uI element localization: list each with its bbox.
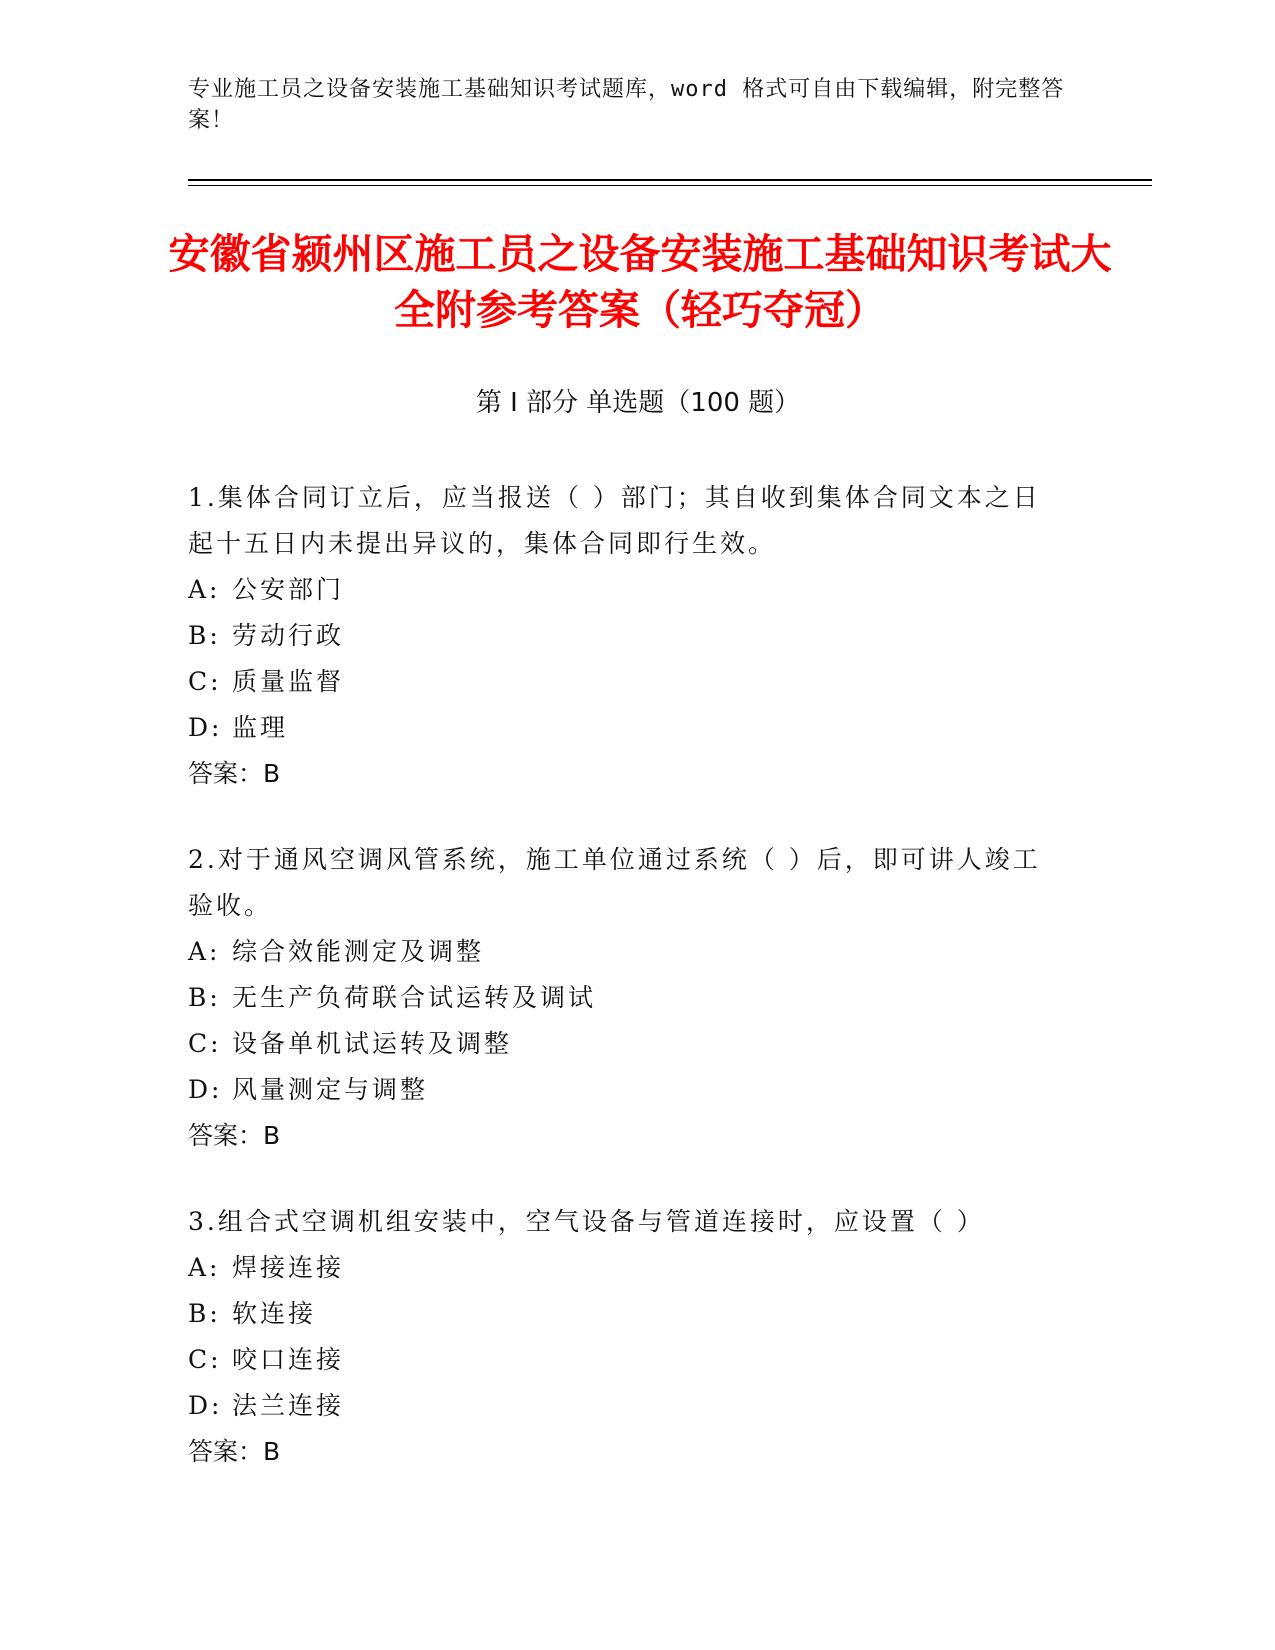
answer-line bbox=[188, 751, 1068, 797]
question-1 bbox=[188, 475, 1068, 797]
question-stem: 1.集体合同订立后，应当报送（ ）部门；其自收到集体合同文本之日起十五日内未提出异议的，集体合同即行生效。 bbox=[188, 483, 1041, 558]
option-b bbox=[188, 975, 1068, 1021]
option-letter: B: bbox=[188, 983, 221, 1012]
question-list bbox=[188, 475, 1068, 1515]
option-text: 法兰连接 bbox=[232, 1391, 345, 1420]
question-2 bbox=[188, 837, 1068, 1159]
answer-prefix: 答案： bbox=[188, 1121, 264, 1150]
header-rule-thin bbox=[188, 185, 1152, 186]
option-letter: B: bbox=[188, 621, 221, 650]
option-letter: C: bbox=[188, 1029, 222, 1058]
option-text: 焊接连接 bbox=[232, 1253, 345, 1282]
question-stem: 3.组合式空调机组安装中，空气设备与管道连接时，应设置（ ） bbox=[188, 1207, 985, 1236]
option-a bbox=[188, 929, 1068, 975]
header-note: 专业施工员之设备安装施工基础知识考试题库，word 格式可自由下载编辑，附完整答案！ bbox=[188, 77, 1065, 133]
option-letter: A: bbox=[188, 575, 221, 604]
option-text: 监理 bbox=[232, 713, 289, 742]
answer-line bbox=[188, 1429, 1068, 1475]
option-text: 设备单机试运转及调整 bbox=[232, 1029, 513, 1058]
option-a bbox=[188, 567, 1068, 613]
option-text: 公安部门 bbox=[232, 575, 345, 604]
option-letter: C: bbox=[188, 667, 222, 696]
option-letter: D: bbox=[188, 713, 223, 742]
option-text: 风量测定与调整 bbox=[232, 1075, 429, 1104]
option-c bbox=[188, 1021, 1068, 1067]
answer-prefix: 答案： bbox=[188, 1437, 264, 1466]
answer-line bbox=[188, 1113, 1068, 1159]
section-heading: 第 I 部分 单选题（100 题） bbox=[475, 388, 801, 418]
option-letter: D: bbox=[188, 1075, 223, 1104]
option-text: 质量监督 bbox=[232, 667, 345, 696]
option-d bbox=[188, 1067, 1068, 1113]
option-b bbox=[188, 613, 1068, 659]
option-b bbox=[188, 1291, 1068, 1337]
option-text: 综合效能测定及调整 bbox=[232, 937, 485, 966]
option-c bbox=[188, 659, 1068, 705]
option-text: 无生产负荷联合试运转及调试 bbox=[232, 983, 597, 1012]
answer-value: B bbox=[263, 759, 281, 788]
option-d bbox=[188, 705, 1068, 751]
option-d bbox=[188, 1383, 1068, 1429]
question-3 bbox=[188, 1199, 1068, 1475]
option-text: 软连接 bbox=[232, 1299, 317, 1328]
answer-value: B bbox=[263, 1121, 281, 1150]
option-letter: C: bbox=[188, 1345, 222, 1374]
answer-value: B bbox=[263, 1437, 281, 1466]
document-title: 安徽省颍州区施工员之设备安装施工基础知识考试大全附参考答案（轻巧夺冠） bbox=[168, 230, 1112, 334]
option-letter: A: bbox=[188, 1253, 221, 1282]
option-letter: A: bbox=[188, 937, 221, 966]
option-letter: B: bbox=[188, 1299, 221, 1328]
header-rule-thick bbox=[188, 179, 1152, 181]
option-a bbox=[188, 1245, 1068, 1291]
option-text: 劳动行政 bbox=[232, 621, 345, 650]
option-c bbox=[188, 1337, 1068, 1383]
question-stem: 2.对于通风空调风管系统，施工单位通过系统（ ）后，即可讲人竣工验收。 bbox=[188, 845, 1041, 920]
option-letter: D: bbox=[188, 1391, 223, 1420]
answer-prefix: 答案： bbox=[188, 759, 264, 788]
option-text: 咬口连接 bbox=[232, 1345, 345, 1374]
